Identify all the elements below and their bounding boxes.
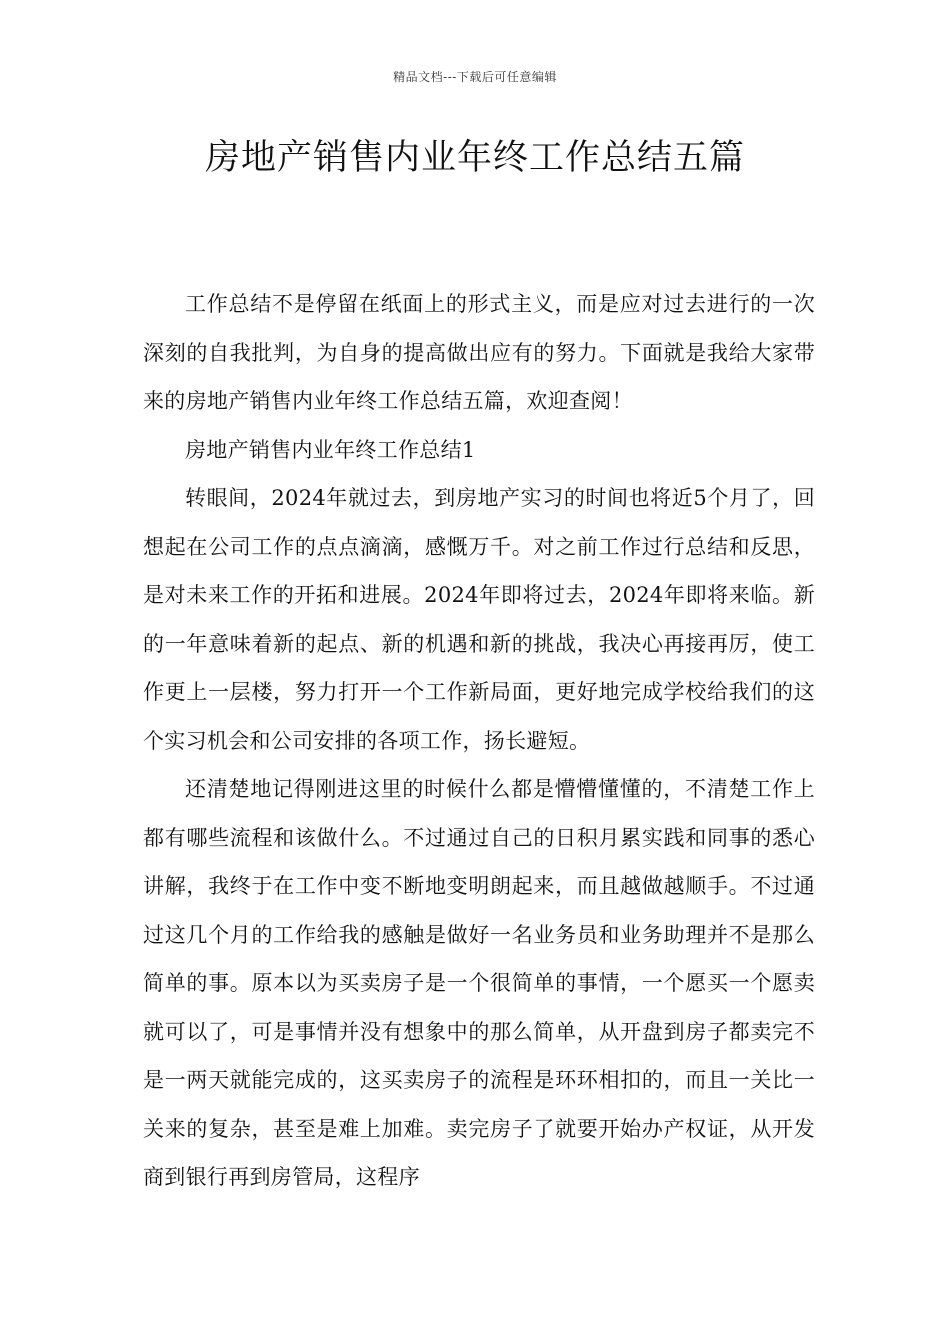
section-heading: 房地产销售内业年终工作总结1 [185, 437, 476, 462]
document-body [143, 280, 815, 1202]
body-paragraph: 转眼间，2024年就过去，到房地产实习的时间也将近5个月了，回想起在公司工作的点点滴滴，感慨万千。对之前工作过行总结和反思，是对未来工作的开拓和进展。2024年即将过去，2024年即将来临。新的一年意味着新的起点、新的机遇和新的挑战，我决心再接再厉，使工作更上一层楼，努力打开一个工作新局面，更好地完成学校给我们的这个实习机会和公司安排的各项工作，扬长避短。 [143, 486, 815, 753]
document-title: 房地产销售内业年终工作总结五篇 [204, 138, 745, 178]
intro-paragraph: 工作总结不是停留在纸面上的形式主义，而是应对过去进行的一次深刻的自我批判，为自身的提高做出应有的努力。下面就是我给大家带来的房地产销售内业年终工作总结五篇，欢迎查阅！ [143, 292, 815, 413]
body-paragraph: 还清楚地记得刚进这里的时候什么都是懵懵懂懂的，不清楚工作上都有哪些流程和该做什么。不过通过自己的日积月累实践和同事的悉心讲解，我终于在工作中变不断地变明朗起来，而且越做越顺手。不过通过这几个月的工作给我的感触是做好一名业务员和业务助理并不是那么简单的事。原本以为买卖房子是一个很简单的事情，一个愿买一个愿卖就可以了，可是事情并没有想象中的那么简单，从开盘到房子都卖完不是一两天就能完成的，这买卖房子的流程是环环相扣的，而且一关比一关来的复杂，甚至是难上加难。卖完房子了就要开始办产权证，从开发商到银行再到房管局，这程序 [143, 777, 815, 1189]
page-header-note: 精品文档---下载后可任意编辑 [393, 70, 557, 84]
